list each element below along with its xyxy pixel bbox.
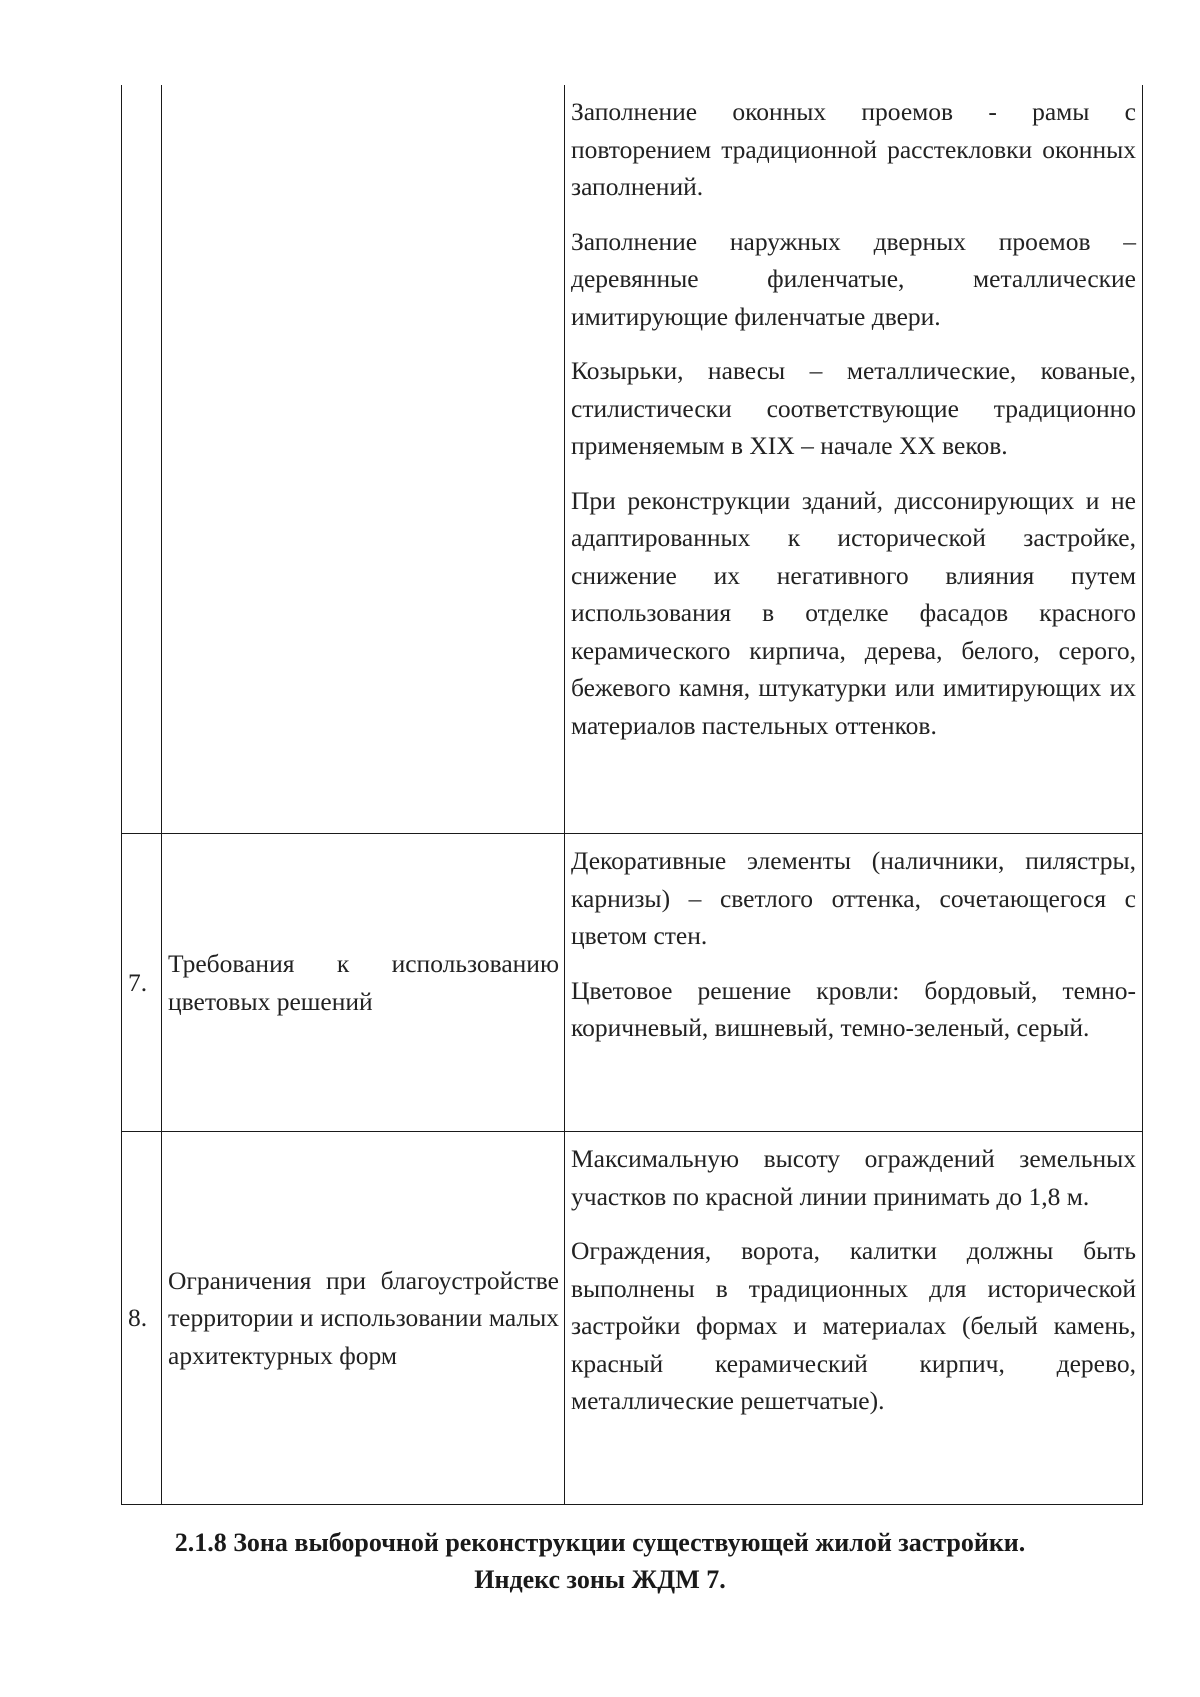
table-row — [122, 85, 1143, 834]
table-row — [122, 834, 1143, 1132]
requirement-name-cell — [162, 1132, 565, 1505]
section-heading-line: 2.1.8 Зона выборочной реконструкции существующей жилой застройки. — [174, 1528, 1026, 1557]
section-heading — [100, 1524, 1100, 1598]
requirement-paragraph: Цветовое решение кровли: бордовый, темно-коричневый, вишневый, темно-зеленый, серый. — [571, 975, 1136, 1042]
requirement-text-cell — [565, 1132, 1143, 1505]
requirement-paragraph: Заполнение наружных дверных проемов – деревянные филенчатые, металлические имитирующие филенчатые двери. — [571, 226, 1136, 331]
requirement-name: Ограничения при благоустройстве территории и использовании малых архитектурных форм — [168, 1265, 559, 1370]
requirement-name-cell — [162, 834, 565, 1132]
requirement-text-cell — [565, 834, 1143, 1132]
requirement-paragraph: Декоративные элементы (наличники, пилястры, карнизы) – светлого оттенка, сочетающегося с цветом стен. — [571, 846, 1136, 950]
row-number-cell — [122, 85, 162, 834]
row-number-cell: 8. — [122, 1132, 162, 1505]
table-row — [122, 1132, 1143, 1505]
requirement-paragraph: Заполнение оконных проемов - рамы с повторением традиционной расстекловки оконных заполнений. — [571, 97, 1136, 201]
requirement-name: Требования к использованию цветовых решений — [168, 949, 559, 1016]
requirement-paragraph: Козырьки, навесы – металлические, кованые, стилистически соответствующие традиционно применяемым в XIX – начале XX веков. — [571, 356, 1136, 460]
requirement-name-cell — [162, 85, 565, 834]
requirement-paragraph: Максимальную высоту ограждений земельных участков по красной линии принимать до 1,8 м. — [571, 1144, 1136, 1211]
section-heading-line: Индекс зоны ЖДМ 7. — [474, 1565, 726, 1594]
requirement-paragraph: Ограждения, ворота, калитки должны быть выполнены в традиционных для исторической застройки формах и материалах (белый камень, красный керамический кирпич, дерево, металлические решетчатые). — [571, 1236, 1136, 1415]
requirement-paragraph: При реконструкции зданий, диссонирующих и не адаптированных к исторической застройке, снижение их негативного влияния путем использования в отделке фасадов красного керамического кирпича, дерева, белого, серого, бежевого камня, штукатурки или имитирующих их материалов пастельных оттенков. — [571, 485, 1136, 740]
row-number-cell: 7. — [122, 834, 162, 1132]
requirements-table — [121, 85, 1143, 1505]
requirement-text-cell — [565, 85, 1143, 834]
